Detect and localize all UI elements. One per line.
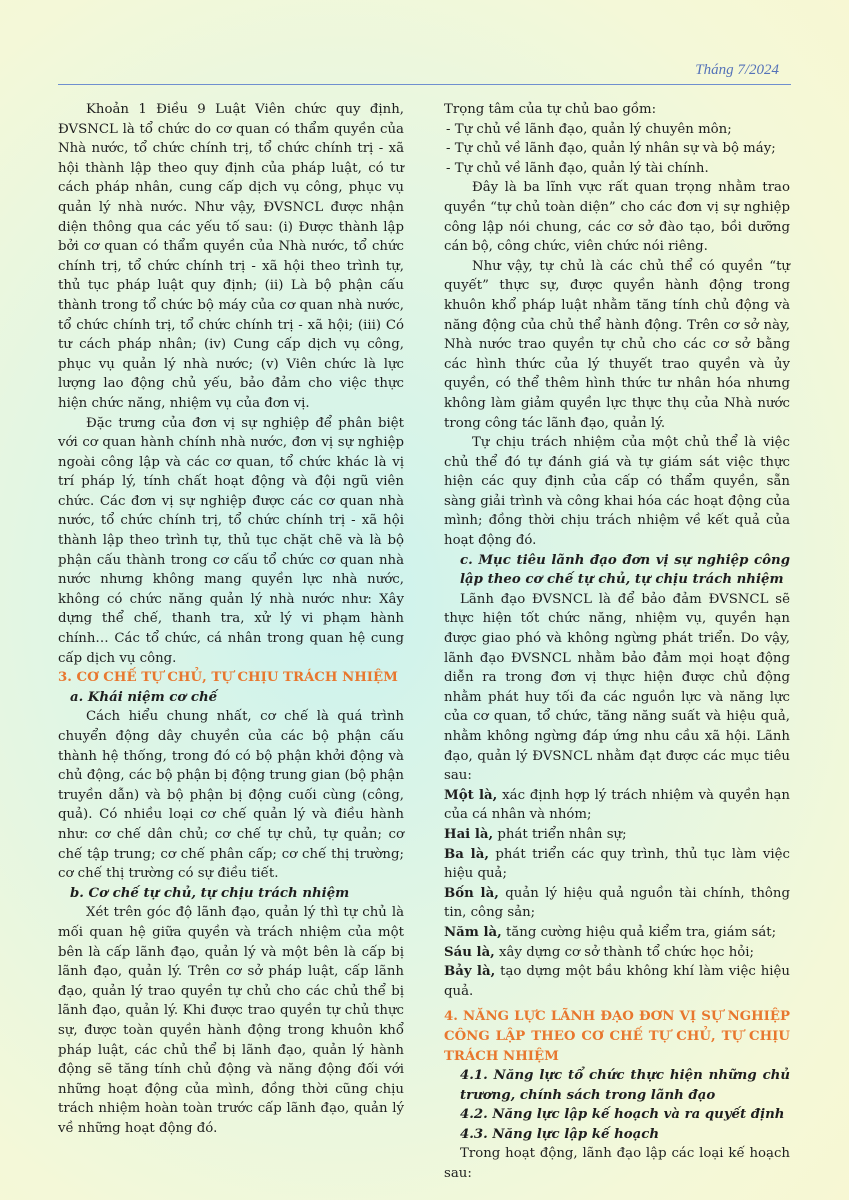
- goal-item: [444, 943, 790, 963]
- header-rule: [58, 84, 791, 85]
- subheading-4-1: 4.1. Năng lực tổ chức thực hiện những chủ trương, chính sách trong lãnh đạo: [460, 1068, 790, 1103]
- paragraph-mechanism: Cách hiểu chung nhất, cơ chế là quá trình chuyển động dây chuyền của các bộ phận cấu thành hệ thống, trong đó có bộ phận khởi động và chủ động, các bộ phận bị động trung gian (bộ phận truyền dẫn) và bộ phận bị động cuối cùng (công, quả). Có nhiều loại cơ chế quản lý và điều hành như: cơ chế dân chủ; cơ chế tự chủ, tự quản; cơ chế tập trung; cơ chế phân cấp; cơ chế thị trường; cơ chế thị trường có sự điều tiết.: [58, 709, 404, 882]
- goal-text: xác định hợp lý trách nhiệm và quyền hạn của cá nhân và nhóm;: [444, 787, 790, 823]
- list-item: - Tự chủ về lãnh đạo, quản lý tài chính.: [446, 160, 709, 176]
- subheading-b: b. Cơ chế tự chủ, tự chịu trách nhiệm: [70, 885, 350, 901]
- goal-lead: Hai là,: [444, 826, 494, 842]
- subheading-c: c. Mục tiêu lãnh đạo đơn vị sự nghiệp công lập theo cơ chế tự chủ, tự chịu trách nhiệm: [460, 552, 790, 588]
- goal-item: [444, 825, 790, 845]
- paragraph-responsibility: Tự chịu trách nhiệm của một chủ thể là việc chủ thể đó tự đánh giá và tự giám sát việc thực hiện các quy định của cấp có thẩm quyền, sẵn sàng giải trình và công khai hóa các hoạt động của mình; đồng thời chịu trách nhiệm về kết quả của hoạt động đó.: [444, 435, 790, 549]
- goal-item: [444, 884, 790, 923]
- goal-lead: Ba là,: [444, 846, 489, 862]
- right-column: [444, 100, 790, 1184]
- paragraph-plan-types: Trong hoạt động, lãnh đạo lập các loại kế hoạch sau:: [444, 1146, 790, 1182]
- header-date: Tháng 7/2024: [695, 62, 779, 78]
- subheading-4-2: 4.2. Năng lực lập kế hoạch và ra quyết định: [460, 1107, 785, 1123]
- list-item: - Tự chủ về lãnh đạo, quản lý nhân sự và bộ máy;: [446, 141, 776, 157]
- subheading-4-3: 4.3. Năng lực lập kế hoạch: [460, 1126, 660, 1142]
- goal-text: quản lý hiệu quả nguồn tài chính, thông tin, công sản;: [444, 885, 790, 921]
- paragraph-focus-intro: Trọng tâm của tự chủ bao gồm:: [444, 102, 657, 117]
- list-item: - Tự chủ về lãnh đạo, quản lý chuyên môn;: [446, 121, 732, 137]
- goal-lead: Bảy là,: [444, 964, 496, 980]
- goal-text: phát triển nhân sự;: [493, 826, 627, 842]
- subheading-a: a. Khái niệm cơ chế: [70, 689, 218, 705]
- goal-lead: Năm là,: [444, 924, 502, 940]
- goal-item: [444, 923, 790, 943]
- paragraph-characteristics: Đặc trưng của đơn vị sự nghiệp để phân biệt với cơ quan hành chính nhà nước, đơn vị sự nghiệp ngoài công lập và các cơ quan, tổ chức khác là vị trí pháp lý, tính chất hoạt động và đội ngũ viên chức. Các đơn vị sự nghiệp được các cơ quan nhà nước, tổ chức chính trị, tổ chức chính trị - xã hội thành lập theo trình tự, thủ tục chặt chẽ và là bộ phận cấu thành trong cơ cấu tổ chức cơ quan nhà nước nhưng không mang quyền lực nhà nước, không có chức năng quản lý nhà nước như: Xây dựng thể chế, thanh tra, xử lý vi phạm hành chính… Các tổ chức, cá nhân trong quan hệ cung cấp dịch vụ công.: [58, 415, 404, 666]
- paragraph-autonomy: Xét trên góc độ lãnh đạo, quản lý thì tự chủ là mối quan hệ giữa quyền và trách nhiệm của một bên là cấp lãnh đạo, quản lý và một bên là cấp bị lãnh đạo, quản lý. Trên cơ sở pháp luật, cấp lãnh đạo, quản lý trao quyền tự chủ cho các chủ thể bị lãnh đạo, quản lý. Khi được trao quyền tự chủ thực sự, được toàn quyền hành động trong khuôn khổ pháp luật, các chủ thể bị lãnh đạo, quản lý hành động sẽ tăng tính chủ động và năng động đối với những hoạt động của mình, đồng thời cũng chịu trách nhiệm hoàn toàn trước cấp lãnh đạo, quản lý về những hoạt động đó.: [58, 905, 404, 1136]
- section-4-heading: 4. NĂNG LỰC LÃNH ĐẠO ĐƠN VỊ SỰ NGHIỆP CÔNG LẬP THEO CƠ CHẾ TỰ CHỦ, TỰ CHỊU TRÁCH NHIỆM: [444, 1009, 790, 1064]
- goal-item: [444, 845, 790, 884]
- goal-text: xây dựng cơ sở thành tổ chức học hỏi;: [494, 944, 755, 960]
- goal-lead: Một là,: [444, 787, 498, 803]
- goal-lead: Bốn là,: [444, 885, 499, 901]
- goal-text: tạo dựng một bầu không khí làm việc hiệu quả.: [444, 964, 790, 999]
- goal-text: tăng cường hiệu quả kiểm tra, giám sát;: [501, 924, 777, 940]
- goal-item: [444, 786, 790, 825]
- goal-lead: Sáu là,: [444, 944, 495, 960]
- goal-text: phát triển các quy trình, thủ tục làm việc hiệu quả;: [444, 846, 790, 882]
- paragraph-definition: Khoản 1 Điều 9 Luật Viên chức quy định, ĐVSNCL là tổ chức do cơ quan có thẩm quyền của Nhà nước, tổ chức chính trị, tổ chức chính trị - xã hội thành lập theo quy định của pháp luật, có tư cách pháp nhân, cung cấp dịch vụ công, phục vụ quản lý nhà nước. Như vậy, ĐVSNCL được nhận diện thông qua các yếu tố sau: (i) Được thành lập bởi cơ quan có thẩm quyền của Nhà nước, tổ chức chính trị, tổ chức chính trị - xã hội theo trình tự, thủ tục pháp luật quy định; (ii) Là bộ phận cấu thành trong tổ chức bộ máy của cơ quan nhà nước, tổ chức chính trị, tổ chức chính trị - xã hội; (iii) Có tư cách pháp nhân; (iv) Cung cấp dịch vụ công, phục vụ quản lý nhà nước; (v) Viên chức là lực lượng lao động chủ yếu, bảo đảm cho việc thực hiện chức năng, nhiệm vụ của đơn vị.: [58, 102, 404, 411]
- paragraph-three-fields: Đây là ba lĩnh vực rất quan trọng nhằm trao quyền “tự chủ toàn diện” cho các đơn vị sự nghiệp công lập nói chung, các cơ sở đào tạo, bồi dưỡng cán bộ, công chức, viên chức nói riêng.: [444, 180, 790, 255]
- left-column: [58, 100, 404, 1138]
- paragraph-self-decision: Như vậy, tự chủ là các chủ thể có quyền “tự quyết” thực sự, được quyền hành động trong khuôn khổ pháp luật nhằm tăng tính chủ động và năng động của chủ thể hành động. Trên cơ sở này, Nhà nước trao quyền tự chủ cho các cơ sở bằng các hình thức của lý thuyết trao quyền và ủy quyền, có thể thêm hình thức tư nhân hóa nhưng không làm giảm quyền lực thực thụ của Nhà nước trong công tác lãnh đạo, quản lý.: [444, 258, 790, 431]
- paragraph-leadership-goals: Lãnh đạo ĐVSNCL là để bảo đảm ĐVSNCL sẽ thực hiện tốt chức năng, nhiệm vụ, quyền hạn được giao phó và không ngừng phát triển. Do vậy, lãnh đạo ĐVSNCL nhằm bảo đảm mọi hoạt động diễn ra trong đơn vị thực hiện được chủ động nhằm phát huy tối đa các nguồn lực và năng lực của cơ quan, tổ chức, tăng năng suất và hiệu quả, nhằm không ngừng đáp ứng nhu cầu xã hội. Lãnh đạo, quản lý ĐVSNCL nhằm đạt được các mục tiêu sau:: [444, 591, 790, 784]
- goal-item: [444, 962, 790, 1001]
- section-3-heading: 3. CƠ CHẾ TỰ CHỦ, TỰ CHỊU TRÁCH NHIỆM: [58, 670, 398, 686]
